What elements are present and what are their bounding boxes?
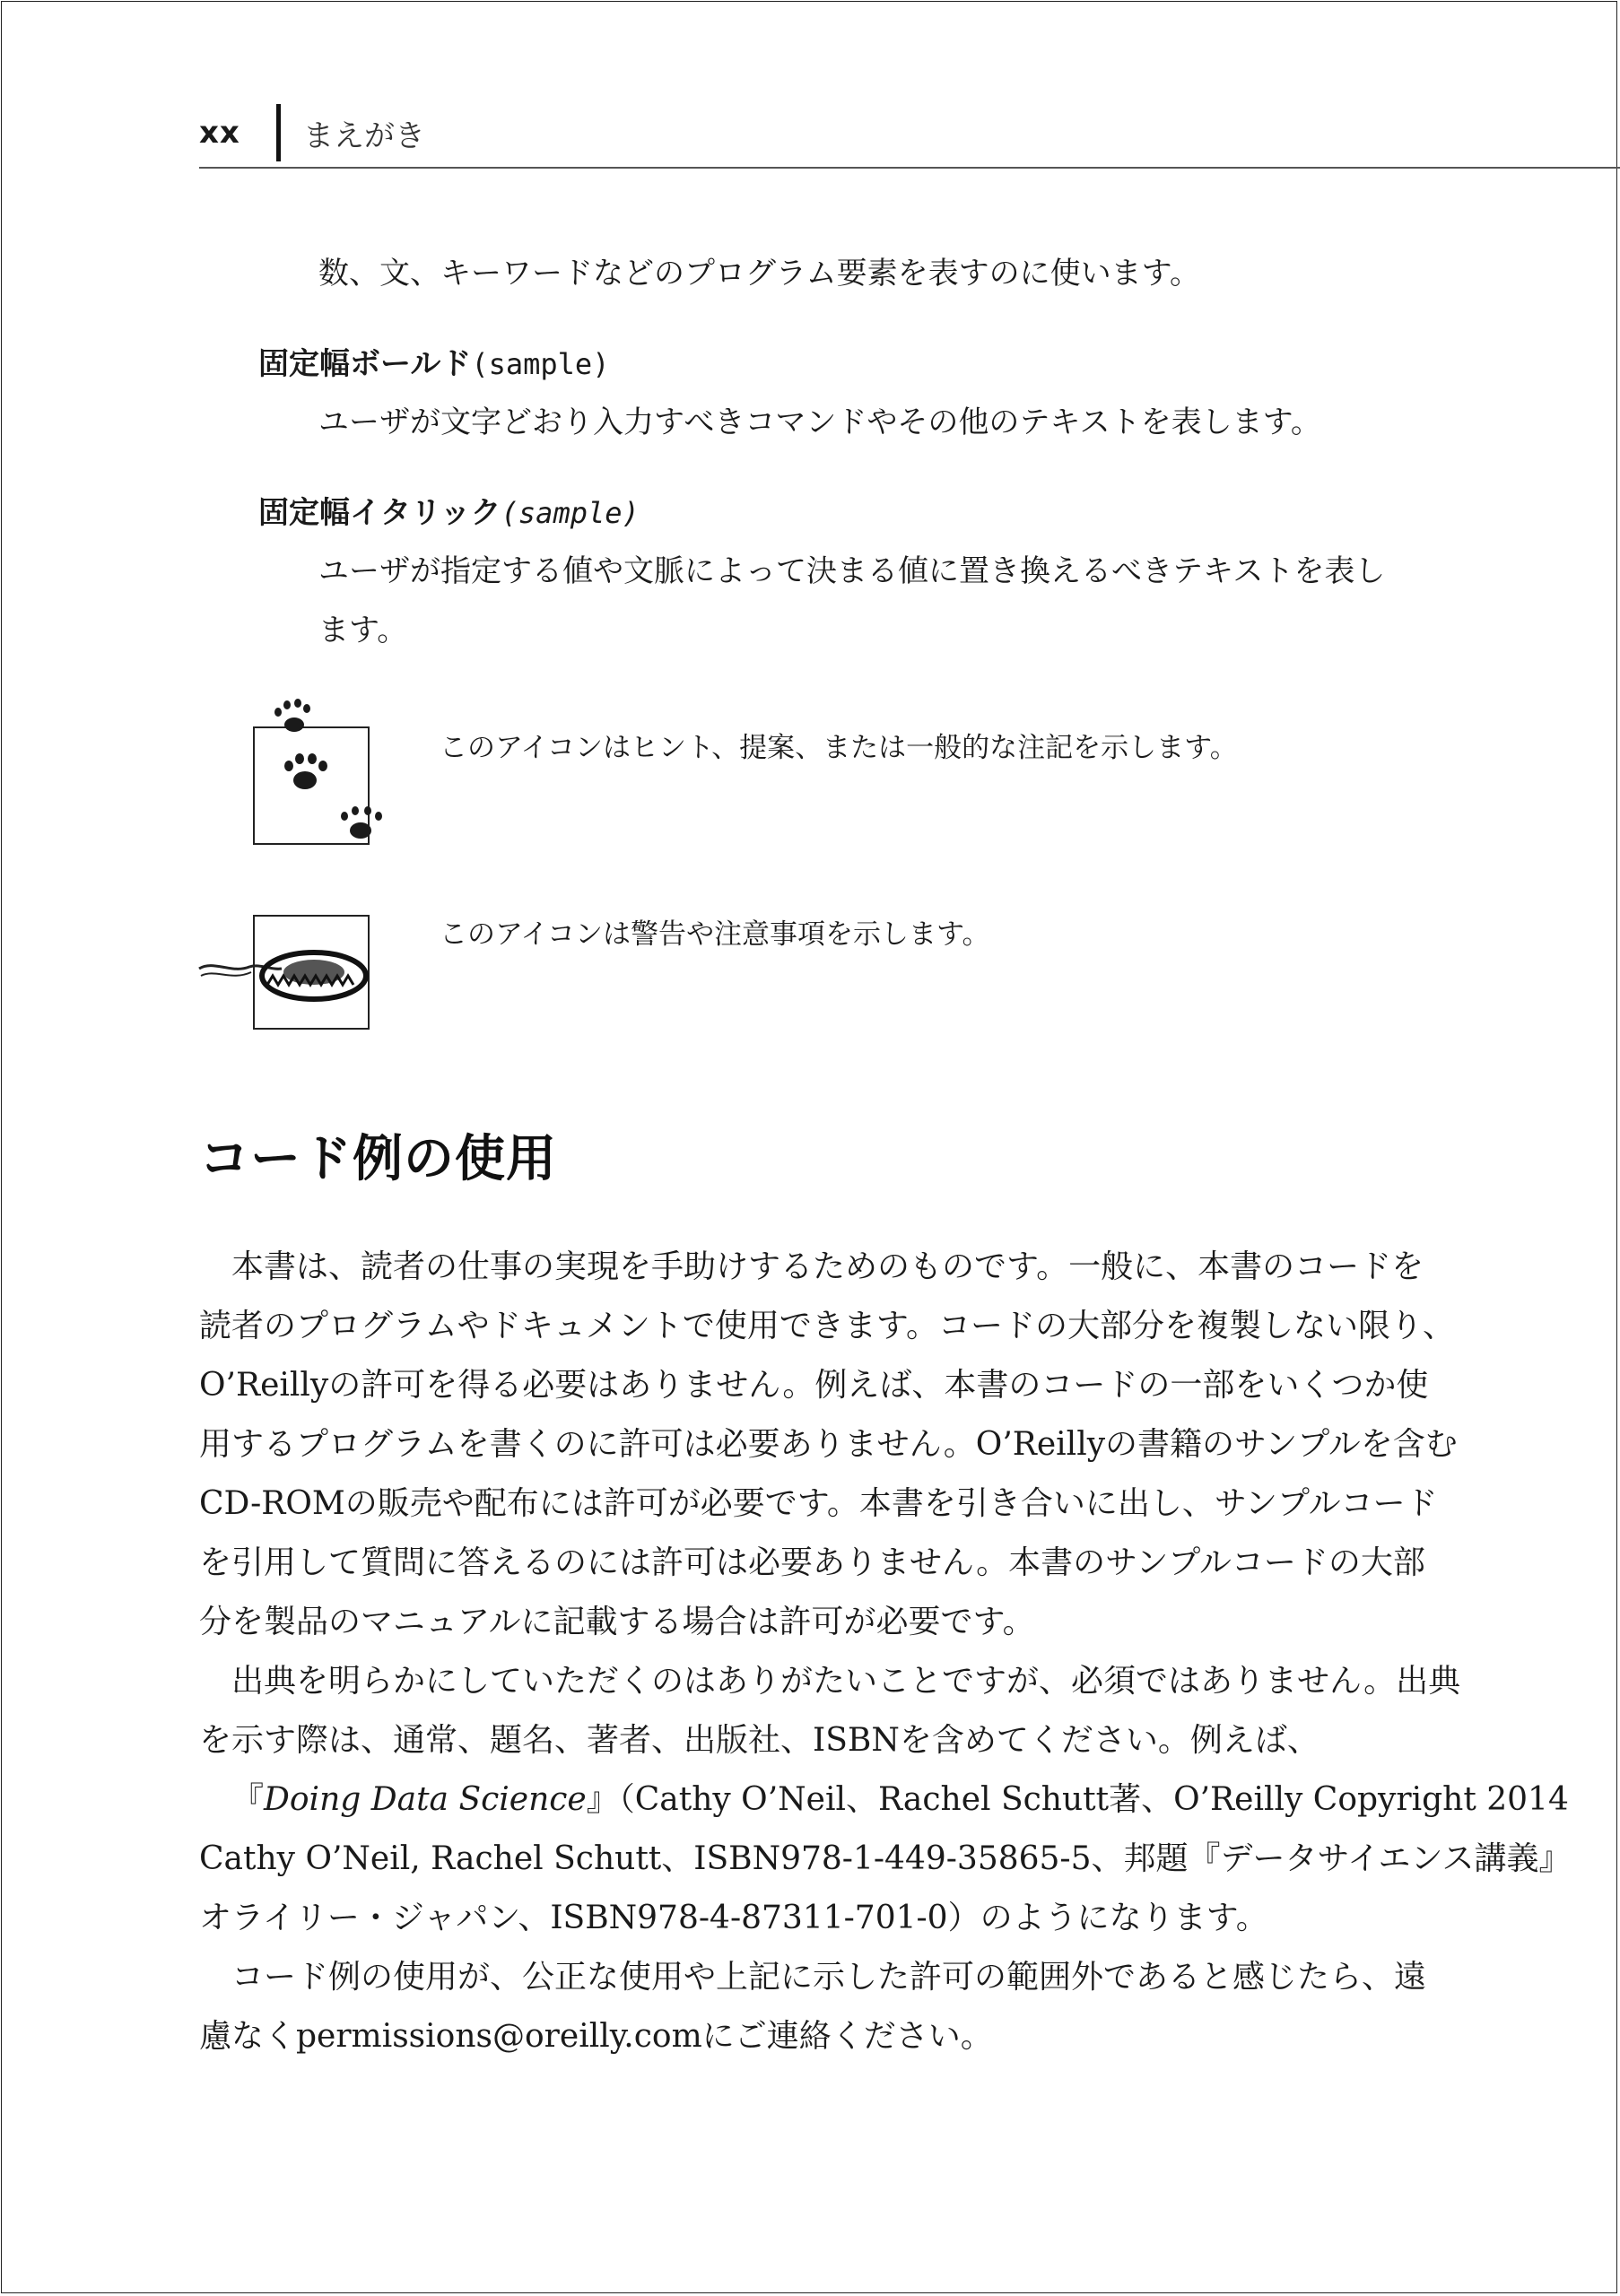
italic-description-line: ユーザが指定する値や文脈によって決まる値に置き換えるべきテキストを表し [318, 553, 1386, 589]
warning-note-text: このアイコンは警告や注意事項を示します。 [440, 918, 990, 951]
body-line: コード例の使用が、公正な使用や上記に示した許可の範囲外であると感じたら、遠 [231, 1959, 1427, 1996]
term-constant-width-bold [258, 339, 609, 383]
body-line: 用するプログラムを書くのに許可は必要ありません。O’Reillyの書籍のサンプルを含む [199, 1426, 1458, 1463]
italic-description [318, 542, 1422, 660]
body-line: Cathy O’Neil, Rachel Schutt、ISBN978-1-449-35865-5、邦題『データサイエンス講義』 [199, 1840, 1572, 1877]
body-line: 本書は、読者の仕事の実現を手助けするためのものです。一般に、本書のコードを [231, 1248, 1424, 1285]
body-line: 読者のプログラムやドキュメントで使用できます。コードの大部分を複製しない限り、 [199, 1308, 1456, 1344]
trap-icon [196, 933, 375, 1022]
page-number: xx [199, 115, 240, 151]
term-italic-sample: (sample) [501, 496, 640, 530]
running-header [199, 99, 1620, 170]
body-line: を示す際は、通常、題名、著者、出版社、ISBNを含めてください。例えば、 [199, 1722, 1320, 1759]
citation-title: Doing Data Science [264, 1781, 587, 1818]
constant-width-description: 数、文、キーワードなどのプログラム要素を表すのに使います。 [318, 256, 1200, 291]
term-bold-label: 固定幅ボールド [258, 346, 472, 382]
body-line: 出典を明らかにしていただくのはありがたいことですが、必須ではありません。出典 [231, 1663, 1461, 1700]
running-title: まえがき [303, 118, 425, 154]
term-bold-sample: (sample) [471, 347, 610, 381]
body-line: O’Reillyの許可を得る必要はありません。例えば、本書のコードの一部をいくつか使 [199, 1367, 1429, 1404]
citation-line [199, 1770, 1569, 1830]
body-line: 分を製品のマニュアルに記載する場合は許可が必要です。 [199, 1604, 1035, 1640]
paw-prints-icon [242, 691, 413, 861]
body-line: 慮なくpermissions@oreilly.comにご連絡ください。 [199, 2018, 993, 2055]
header-rule [199, 167, 1620, 169]
header-divider-bar [276, 104, 281, 161]
body-line: CD-ROMの販売や配布には許可が必要です。本書を引き合いに出し、サンプルコード [199, 1485, 1438, 1522]
citation-open-bracket: 『 [231, 1781, 265, 1818]
citation-rest: 』（Cathy O’Neil、Rachel Schutt著、O’Reilly Copyright 2014 [586, 1781, 1569, 1818]
term-constant-width-italic [258, 488, 640, 532]
section-body [199, 1238, 1572, 2066]
term-italic-label: 固定幅イタリック [258, 495, 501, 531]
bold-description: ユーザが文字どおり入力すべきコマンドやその他のテキストを表します。 [318, 404, 1321, 440]
body-line: を引用して質問に答えるのには許可は必要ありません。本書のサンプルコードの大部 [199, 1544, 1425, 1581]
section-title: コード例の使用 [199, 1130, 557, 1188]
tip-note-text: このアイコンはヒント、提案、または一般的な注記を示します。 [440, 732, 1238, 764]
body-line: オライリー・ジャパン、ISBN978-4-87311-701-0）のようになります。 [199, 1900, 1268, 1936]
italic-description-line: ます。 [318, 613, 408, 648]
